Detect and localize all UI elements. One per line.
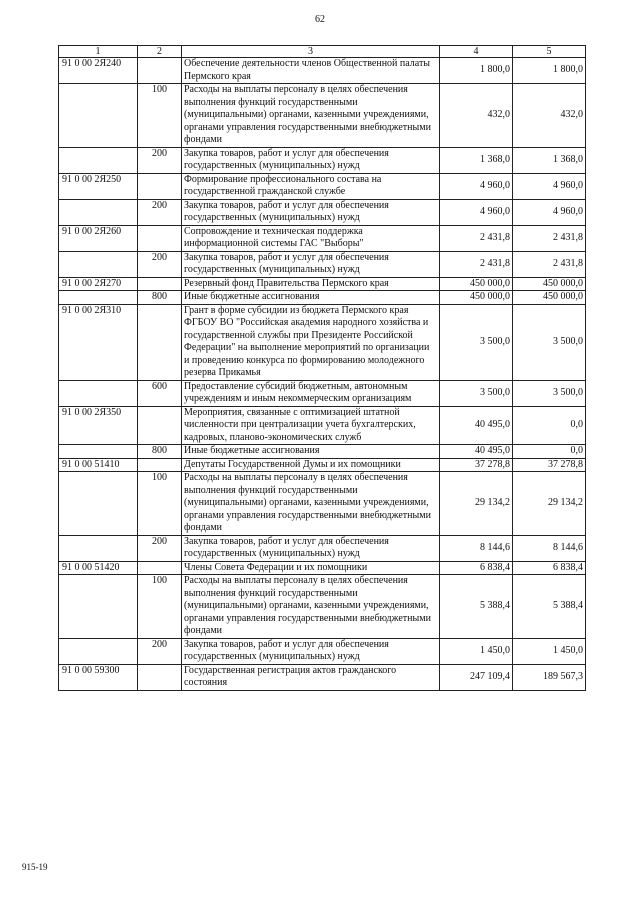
row-description: Государственная регистрация актов гражданского состояния <box>182 664 440 690</box>
row-amount-col-5: 6 838,4 <box>513 561 586 575</box>
row-amount-col-5: 450 000,0 <box>513 277 586 291</box>
row-amount-col-4: 1 368,0 <box>440 147 513 173</box>
row-amount-col-4: 450 000,0 <box>440 291 513 305</box>
header-col-2: 2 <box>138 46 182 58</box>
row-description: Закупка товаров, работ и услуг для обеспечения государственных (муниципальных) нужд <box>182 199 440 225</box>
row-code <box>59 380 138 406</box>
row-code <box>59 535 138 561</box>
row-description: Сопровождение и техническая поддержка информационной системы ГАС "Выборы" <box>182 225 440 251</box>
row-expense-type: 100 <box>138 575 182 639</box>
row-amount-col-4: 4 960,0 <box>440 199 513 225</box>
row-amount-col-4: 2 431,8 <box>440 225 513 251</box>
row-expense-type <box>138 406 182 445</box>
row-description: Закупка товаров, работ и услуг для обеспечения государственных (муниципальных) нужд <box>182 147 440 173</box>
row-amount-col-5: 1 800,0 <box>513 58 586 84</box>
row-code: 91 0 00 2Я310 <box>59 304 138 380</box>
row-description: Мероприятия, связанные с оптимизацией штатной численности при централизации учета бухгалтерских, кадровых, планово-экономических служб <box>182 406 440 445</box>
row-amount-col-5: 0,0 <box>513 445 586 459</box>
row-amount-col-5: 8 144,6 <box>513 535 586 561</box>
row-code <box>59 147 138 173</box>
row-expense-type <box>138 225 182 251</box>
row-description: Формирование профессионального состава на государственной гражданской службе <box>182 173 440 199</box>
table-row <box>59 199 586 225</box>
table-row <box>59 561 586 575</box>
row-amount-col-5: 2 431,8 <box>513 225 586 251</box>
table-row <box>59 638 586 664</box>
table-row <box>59 304 586 380</box>
page-number: 62 <box>315 14 325 25</box>
row-description: Закупка товаров, работ и услуг для обеспечения государственных (муниципальных) нужд <box>182 638 440 664</box>
row-expense-type: 100 <box>138 84 182 148</box>
row-expense-type: 200 <box>138 199 182 225</box>
row-description: Резервный фонд Правительства Пермского края <box>182 277 440 291</box>
row-amount-col-4: 37 278,8 <box>440 458 513 472</box>
header-col-3: 3 <box>182 46 440 58</box>
row-code: 91 0 00 51410 <box>59 458 138 472</box>
row-description: Обеспечение деятельности членов Общественной палаты Пермского края <box>182 58 440 84</box>
row-description: Расходы на выплаты персоналу в целях обеспечения выполнения функций государственными (муниципальными) органами, казенными учреждениями, органами управления государственными внебюджетными фондами <box>182 84 440 148</box>
table-row <box>59 291 586 305</box>
table-row <box>59 58 586 84</box>
row-amount-col-4: 40 495,0 <box>440 445 513 459</box>
row-code <box>59 199 138 225</box>
row-amount-col-4: 247 109,4 <box>440 664 513 690</box>
row-code <box>59 472 138 536</box>
row-description: Иные бюджетные ассигнования <box>182 445 440 459</box>
row-expense-type <box>138 277 182 291</box>
row-amount-col-5: 1 450,0 <box>513 638 586 664</box>
row-expense-type: 800 <box>138 291 182 305</box>
row-amount-col-4: 6 838,4 <box>440 561 513 575</box>
row-expense-type <box>138 58 182 84</box>
row-code: 91 0 00 2Я270 <box>59 277 138 291</box>
row-amount-col-4: 1 800,0 <box>440 58 513 84</box>
row-amount-col-5: 4 960,0 <box>513 199 586 225</box>
row-code: 91 0 00 2Я240 <box>59 58 138 84</box>
table-row <box>59 575 586 639</box>
header-col-5: 5 <box>513 46 586 58</box>
row-description: Закупка товаров, работ и услуг для обеспечения государственных (муниципальных) нужд <box>182 535 440 561</box>
row-expense-type <box>138 664 182 690</box>
row-amount-col-4: 3 500,0 <box>440 380 513 406</box>
table-row <box>59 472 586 536</box>
table-row <box>59 225 586 251</box>
row-expense-type <box>138 561 182 575</box>
table-row <box>59 84 586 148</box>
row-description: Члены Совета Федерации и их помощники <box>182 561 440 575</box>
row-expense-type: 800 <box>138 445 182 459</box>
row-amount-col-5: 4 960,0 <box>513 173 586 199</box>
row-expense-type <box>138 304 182 380</box>
row-amount-col-5: 0,0 <box>513 406 586 445</box>
row-expense-type <box>138 458 182 472</box>
row-description: Предоставление субсидий бюджетным, автономным учреждениям и иным некоммерческим организациям <box>182 380 440 406</box>
row-code <box>59 251 138 277</box>
row-description: Иные бюджетные ассигнования <box>182 291 440 305</box>
table-body <box>59 58 586 691</box>
table-row <box>59 406 586 445</box>
row-code: 91 0 00 59300 <box>59 664 138 690</box>
row-expense-type: 200 <box>138 251 182 277</box>
row-expense-type: 200 <box>138 638 182 664</box>
row-description: Закупка товаров, работ и услуг для обеспечения государственных (муниципальных) нужд <box>182 251 440 277</box>
row-description: Расходы на выплаты персоналу в целях обеспечения выполнения функций государственными (муниципальными) органами, казенными учреждениями, органами управления государственными внебюджетными фондами <box>182 472 440 536</box>
row-amount-col-5: 1 368,0 <box>513 147 586 173</box>
row-code: 91 0 00 2Я260 <box>59 225 138 251</box>
budget-table <box>58 45 586 691</box>
row-amount-col-5: 3 500,0 <box>513 380 586 406</box>
row-expense-type <box>138 173 182 199</box>
row-description: Грант в форме субсидии из бюджета Пермского края ФГБОУ ВО "Российская академия народного хозяйства и государственной службы при Президенте Российской Федерации" на выполнение мероприятий по организации и проведению конкурса по формированию молодежного резерва Прикамья <box>182 304 440 380</box>
row-expense-type: 600 <box>138 380 182 406</box>
row-amount-col-4: 29 134,2 <box>440 472 513 536</box>
row-code: 91 0 00 51420 <box>59 561 138 575</box>
table-row <box>59 445 586 459</box>
row-amount-col-4: 450 000,0 <box>440 277 513 291</box>
row-code <box>59 84 138 148</box>
header-row <box>59 46 586 58</box>
row-description: Депутаты Государственной Думы и их помощники <box>182 458 440 472</box>
row-amount-col-4: 2 431,8 <box>440 251 513 277</box>
table-row <box>59 380 586 406</box>
row-expense-type: 200 <box>138 535 182 561</box>
row-amount-col-4: 432,0 <box>440 84 513 148</box>
row-amount-col-4: 5 388,4 <box>440 575 513 639</box>
row-code: 91 0 00 2Я250 <box>59 173 138 199</box>
row-amount-col-5: 37 278,8 <box>513 458 586 472</box>
table-row <box>59 147 586 173</box>
header-col-4: 4 <box>440 46 513 58</box>
row-amount-col-5: 450 000,0 <box>513 291 586 305</box>
row-amount-col-5: 29 134,2 <box>513 472 586 536</box>
table-row <box>59 535 586 561</box>
row-amount-col-5: 2 431,8 <box>513 251 586 277</box>
table-row <box>59 458 586 472</box>
row-amount-col-4: 3 500,0 <box>440 304 513 380</box>
document-code: 915-19 <box>22 862 48 872</box>
row-code: 91 0 00 2Я350 <box>59 406 138 445</box>
table-row <box>59 251 586 277</box>
row-amount-col-4: 4 960,0 <box>440 173 513 199</box>
row-code <box>59 575 138 639</box>
table-row <box>59 173 586 199</box>
row-expense-type: 200 <box>138 147 182 173</box>
table-row <box>59 277 586 291</box>
row-amount-col-4: 1 450,0 <box>440 638 513 664</box>
row-code <box>59 638 138 664</box>
header-col-1: 1 <box>59 46 138 58</box>
table-row <box>59 664 586 690</box>
row-code <box>59 445 138 459</box>
row-expense-type: 100 <box>138 472 182 536</box>
row-amount-col-4: 8 144,6 <box>440 535 513 561</box>
row-amount-col-5: 3 500,0 <box>513 304 586 380</box>
row-amount-col-4: 40 495,0 <box>440 406 513 445</box>
row-amount-col-5: 189 567,3 <box>513 664 586 690</box>
row-code <box>59 291 138 305</box>
row-amount-col-5: 432,0 <box>513 84 586 148</box>
row-amount-col-5: 5 388,4 <box>513 575 586 639</box>
row-description: Расходы на выплаты персоналу в целях обеспечения выполнения функций государственными (муниципальными) органами, казенными учреждениями, органами управления государственными внебюджетными фондами <box>182 575 440 639</box>
